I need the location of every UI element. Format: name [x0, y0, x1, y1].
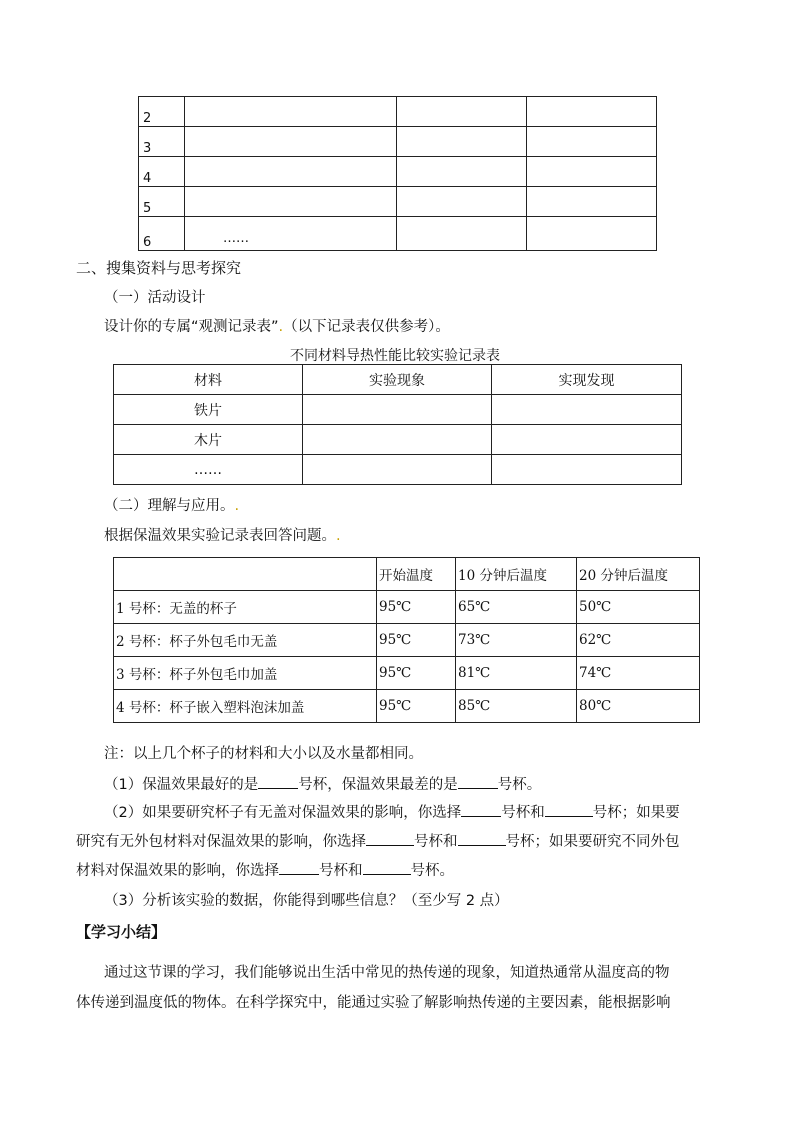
table-cell: 95℃: [377, 657, 456, 690]
table-cell: 3 号杯：杯子外包毛巾加盖: [114, 657, 377, 690]
table-cell: 62℃: [577, 624, 700, 657]
section2-heading: 二、搜集资料与思考探究: [76, 259, 242, 277]
table-cell: 73℃: [456, 624, 577, 657]
material-conductivity-table: [113, 364, 682, 485]
table-cell: 铁片: [114, 395, 303, 425]
table-cell: 80℃: [577, 690, 700, 723]
table-cell: [527, 187, 657, 217]
table-row: [139, 127, 657, 157]
table-cell: [527, 217, 657, 251]
table-cell: ……: [114, 455, 303, 485]
row-number: 4: [139, 157, 185, 187]
table-cell: 81℃: [456, 657, 577, 690]
table-cell: [397, 97, 527, 127]
table-cell: [527, 157, 657, 187]
observation-table-top: [138, 96, 657, 251]
table-cell: [397, 127, 527, 157]
table-row: [139, 157, 657, 187]
table-cell: 95℃: [377, 690, 456, 723]
question-1: （1）保温效果最好的是 号杯，保温效果最差的是 号杯。: [104, 777, 542, 793]
table-cell: [303, 395, 492, 425]
table-row: [114, 591, 700, 624]
table-cell: 50℃: [577, 591, 700, 624]
table-row: [139, 97, 657, 127]
table-row: [139, 187, 657, 217]
column-header: 实现发现: [492, 365, 682, 395]
table-cell: [185, 157, 397, 187]
table-header-row: [114, 558, 700, 591]
table-cell: [185, 97, 397, 127]
table-cell: [492, 395, 682, 425]
table-cell: [185, 187, 397, 217]
table-row: [114, 455, 682, 485]
table-row: [114, 425, 682, 455]
table-cell: 65℃: [456, 591, 577, 624]
application-heading: （二）理解与应用。.: [104, 498, 240, 514]
note-text: 注：以上几个杯子的材料和大小以及水量都相同。: [104, 746, 423, 762]
question-2-line-1: （2）如果要研究杯子有无盖对保温效果的影响，你选择 号杯和 号杯；如果要: [104, 805, 680, 821]
column-header: 实验现象: [303, 365, 492, 395]
column-header: 材料: [114, 365, 303, 395]
table-cell: 4 号杯：杯子嵌入塑料泡沫加盖: [114, 690, 377, 723]
table-cell: [397, 217, 527, 251]
table-cell: [492, 425, 682, 455]
activity-design-heading: （一）活动设计: [104, 290, 206, 306]
table-cell: [397, 157, 527, 187]
question-3: （3）分析该实验的数据，你能得到哪些信息？（至少写 2 点）: [104, 893, 509, 909]
table-header-row: [114, 365, 682, 395]
column-header: 开始温度: [377, 558, 456, 591]
question-2-line-2: 研究有无外包材料对保温效果的影响，你选择 号杯和 号杯；如果要研究不同外包: [76, 834, 680, 850]
summary-heading: 【学习小结】: [76, 923, 167, 941]
table-cell: [527, 127, 657, 157]
table-cell: [303, 425, 492, 455]
summary-line-2: 体传递到温度低的物体。在科学探究中，能通过实验了解影响热传递的主要因素，能根据影响: [76, 995, 671, 1011]
table-cell: [492, 455, 682, 485]
table-cell: [185, 127, 397, 157]
column-header: 20 分钟后温度: [577, 558, 700, 591]
question-2-line-3: 材料对保温效果的影响，你选择 号杯和 号杯。: [76, 863, 454, 879]
summary-line-1: 通过这节课的学习，我们能够说出生活中常见的热传递的现象，知道热通常从温度高的物: [104, 965, 670, 981]
table-cell: 85℃: [456, 690, 577, 723]
column-header: 10 分钟后温度: [456, 558, 577, 591]
table-row: [114, 657, 700, 690]
activity-intro: 设计你的专属“观测记录表”.（以下记录表仅供参考）。: [104, 319, 450, 335]
row-number: 2: [139, 97, 185, 127]
table-cell: 74℃: [577, 657, 700, 690]
insulation-table: [113, 557, 700, 723]
table-cell: ……: [185, 217, 397, 251]
table-row: [139, 217, 657, 251]
table-cell: [527, 97, 657, 127]
application-intro: 根据保温效果实验记录表回答问题。.: [104, 528, 341, 544]
table-row: [114, 395, 682, 425]
table-row: [114, 624, 700, 657]
table-cell: 95℃: [377, 591, 456, 624]
table-cell: [303, 455, 492, 485]
table-row: [114, 690, 700, 723]
row-number: 5: [139, 187, 185, 217]
table-cell: 95℃: [377, 624, 456, 657]
table-cell: 2 号杯：杯子外包毛巾无盖: [114, 624, 377, 657]
row-number: 3: [139, 127, 185, 157]
table-cell: [397, 187, 527, 217]
row-number: 6: [139, 217, 185, 251]
column-header: [114, 558, 377, 591]
table-cell: 木片: [114, 425, 303, 455]
table-title: 不同材料导热性能比较实验记录表: [290, 348, 500, 364]
table-cell: 1 号杯：无盖的杯子: [114, 591, 377, 624]
